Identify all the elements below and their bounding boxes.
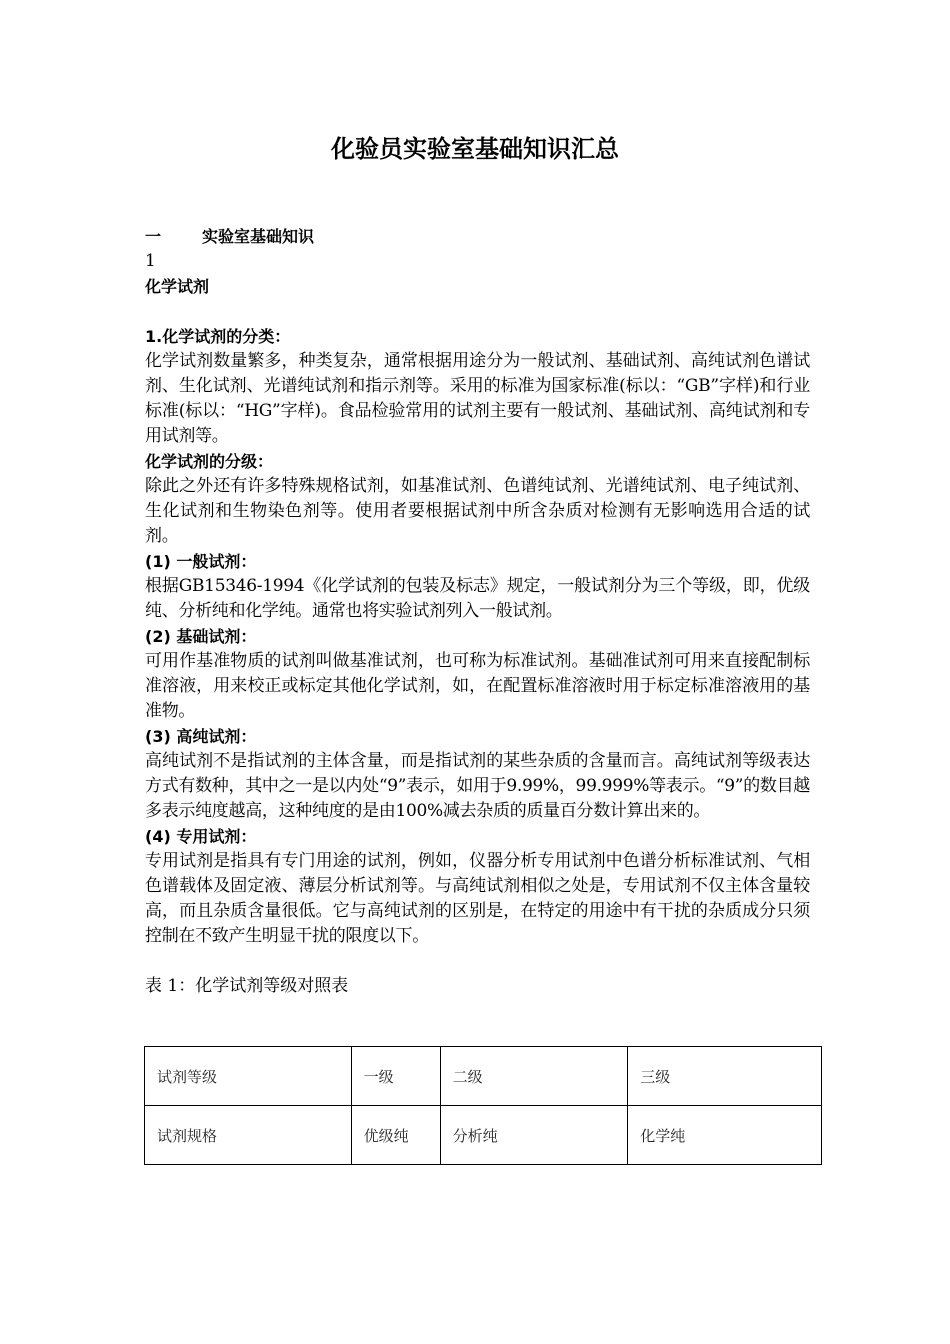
section-heading [145, 224, 810, 249]
document-body [145, 224, 810, 999]
page-title: 化验员实验室基础知识汇总 [331, 135, 619, 163]
table-cell: 优级纯 [351, 1106, 440, 1165]
table-cell: 一级 [351, 1047, 440, 1106]
table-cell: 试剂规格 [145, 1106, 352, 1165]
grading-paragraph: 除此之外还有许多特殊规格试剂，如基准试剂、色谱纯试剂、光谱纯试剂、电子纯试剂、生化试剂和生物染色剂等。使用者要根据试剂中所含杂质对检测有无影响选用合适的试剂。 [145, 476, 810, 546]
item-heading-high-purity: (3) 高纯试剂： [145, 727, 257, 746]
table-cell: 二级 [440, 1047, 628, 1106]
table-cell: 分析纯 [440, 1106, 628, 1165]
table-cell: 试剂等级 [145, 1047, 352, 1106]
table-cell: 化学纯 [628, 1106, 822, 1165]
grading-heading: 化学试剂的分级： [145, 452, 274, 471]
classification-paragraph: 化学试剂数量繁多，种类复杂，通常根据用途分为一般试剂、基础试剂、高纯试剂色谱试剂、生化试剂、光谱纯试剂和指示剂等。采用的标准为国家标准(标以：“GB”字样)和行业标准(标以：“HG”字样)。食品检验常用的试剂主要有一般试剂、基础试剂、高纯试剂和专用试剂等。 [145, 351, 810, 446]
item-paragraph-general: 根据GB15346-1994《化学试剂的包装及标志》规定，一般试剂分为三个等级，即，优级纯、分析纯和化学纯。通常也将实验试剂列入一般试剂。 [145, 576, 810, 621]
table-row [145, 1106, 822, 1165]
item-paragraph-special: 专用试剂是指具有专门用途的试剂，例如，仪器分析专用试剂中色谱分析标准试剂、气相色谱载体及固定液、薄层分析试剂等。与高纯试剂相似之处是，专用试剂不仅主体含量较高，而且杂质含量很低。它与高纯试剂的区别是，在特定的用途中有干扰的杂质成分只须控制在不致产生明显干扰的限度以下。 [145, 851, 810, 946]
table-cell: 三级 [628, 1047, 822, 1106]
spacer [145, 299, 810, 324]
item-heading-special: (4) 专用试剂： [145, 827, 257, 846]
item-paragraph-high-purity: 高纯试剂不是指试剂的主体含量，而是指试剂的某些杂质的含量而言。高纯试剂等级表达方式有数种，其中之一是以内处“9”表示，如用于9.99%，99.999%等表示。“9”的数目越多表示纯度越高，这种纯度的是由100%减去杂质的质量百分数计算出来的。 [145, 751, 810, 821]
item-heading-primary: (2) 基础试剂： [145, 627, 257, 646]
section-title: 实验室基础知识 [202, 227, 315, 246]
reagent-grade-table [144, 1046, 822, 1165]
item-heading-general: (1) 一般试剂： [145, 552, 257, 571]
table-caption: 表 1：化学试剂等级对照表 [145, 976, 349, 996]
item-paragraph-primary: 可用作基准物质的试剂叫做基准试剂，也可称为标准试剂。基础准试剂可用来直接配制标准溶液，用来校正或标定其他化学试剂，如，在配置标准溶液时用于标定标准溶液用的基准物。 [145, 651, 810, 721]
subsection-number: 1 [145, 251, 156, 271]
classification-heading: 1.化学试剂的分类： [145, 327, 291, 346]
section-number: 一 [145, 227, 162, 246]
table-row [145, 1047, 822, 1106]
subsection-title: 化学试剂 [145, 277, 210, 296]
